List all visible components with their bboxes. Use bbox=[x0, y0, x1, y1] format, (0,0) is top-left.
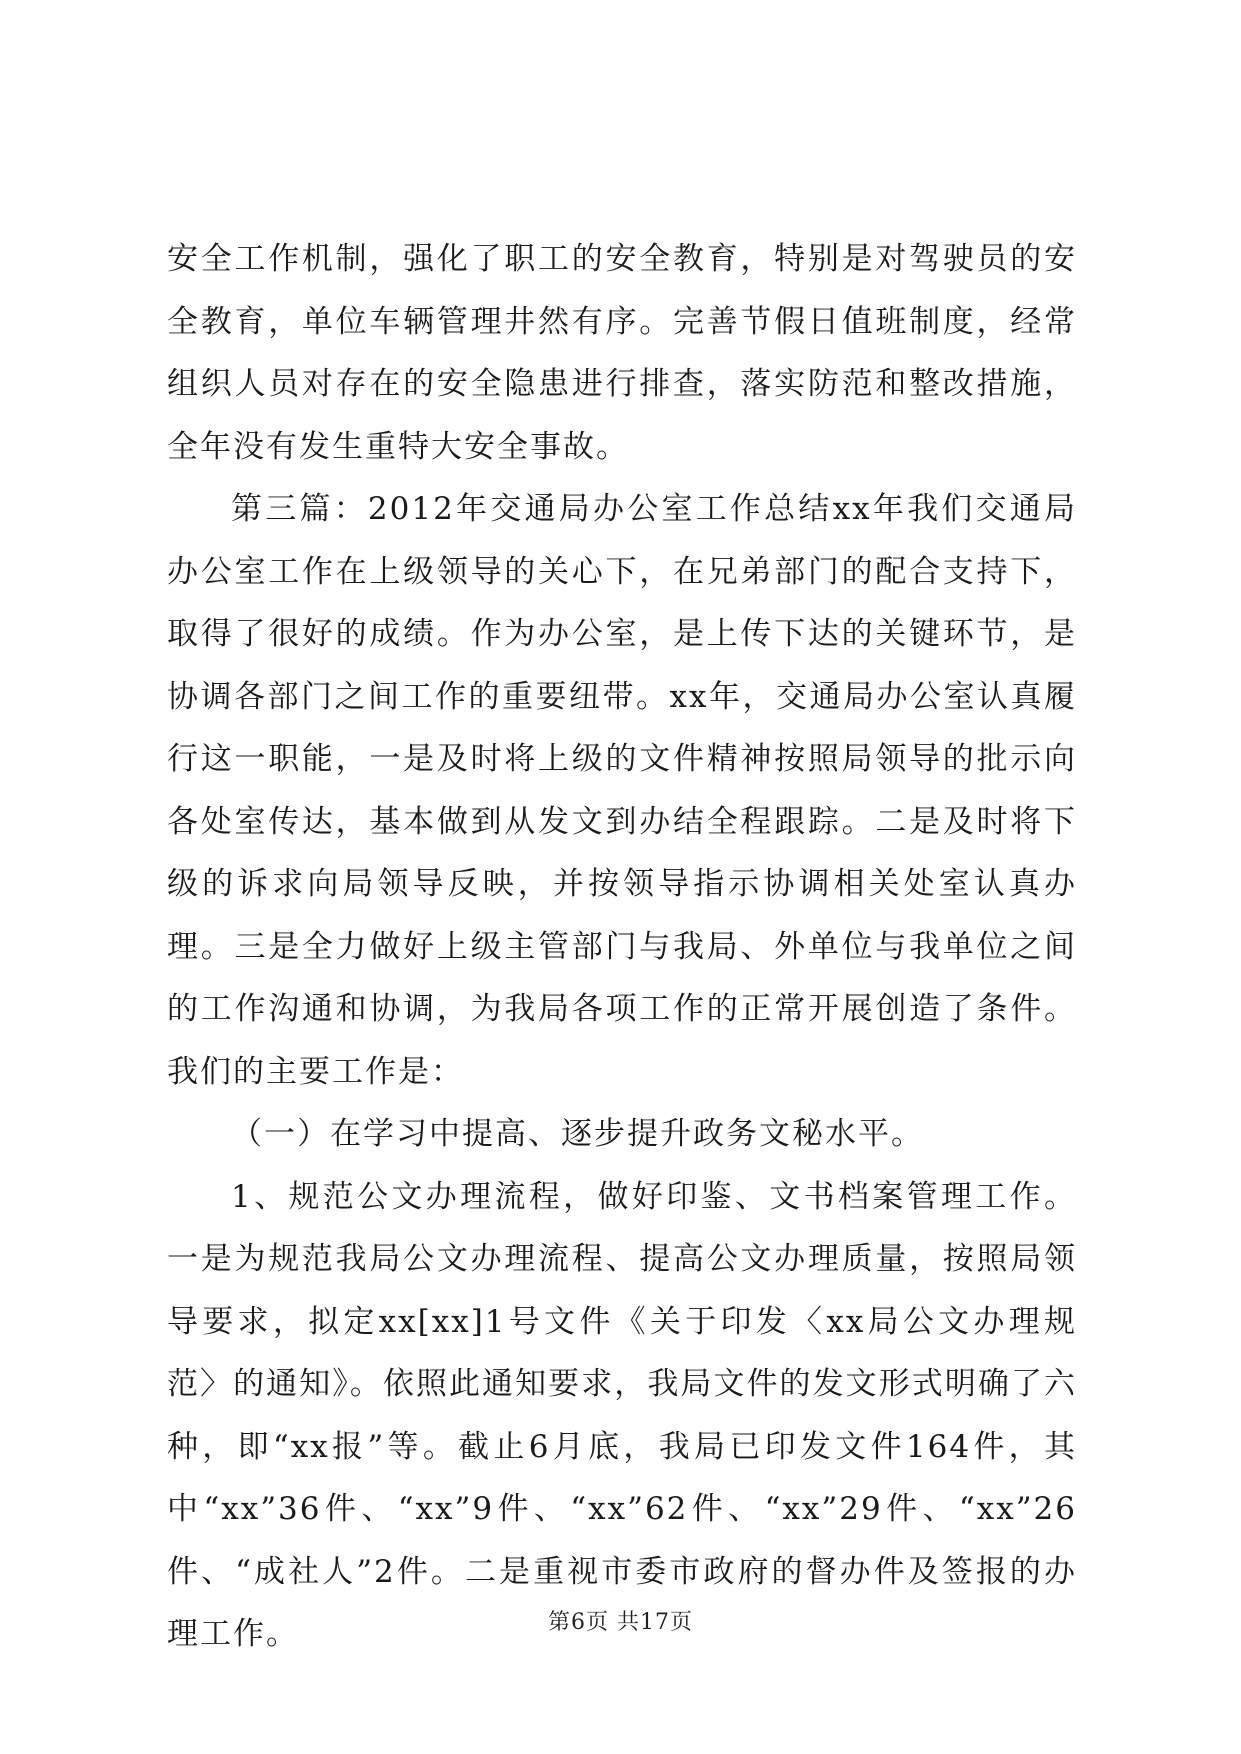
paragraph-continued: 安全工作机制，强化了职工的安全教育，特别是对驾驶员的安全教育，单位车辆管理井然有序。完善节假日值班制度，经常组织人员对存在的安全隐患进行排查，落实防范和整改措施，全年没有发生重特大安全事故。 bbox=[167, 241, 1077, 465]
document-body bbox=[167, 228, 1077, 1666]
paragraph-heading-one: （一）在学习中提高、逐步提升政务文秘水平。 bbox=[231, 1116, 924, 1152]
paragraph-section-three: 第三篇：2012年交通局办公室工作总结xx年我们交通局办公室工作在上级领导的关心下，在兄弟部门的配合支持下，取得了很好的成绩。作为办公室，是上传下达的关键环节，是协调各部门之间工作的重要纽带。xx年，交通局办公室认真履行这一职能，一是及时将上级的文件精神按照局领导的批示向各处室传达，基本做到从发文到办结全程跟踪。二是及时将下级的诉求向局领导反映，并按领导指示协调相关处室认真办理。三是全力做好上级主管部门与我局、外单位与我单位之间的工作沟通和协调，为我局各项工作的正常开展创造了条件。我们的主要工作是： bbox=[167, 491, 1077, 1090]
page-number-footer: 第6页 共17页 bbox=[548, 1610, 693, 1635]
paragraph-item-one: 1、规范公文办理流程，做好印鉴、文书档案管理工作。一是为规范我局公文办理流程、提高公文办理质量，按照局领导要求，拟定xx[xx]1号文件《关于印发〈xx局公文办理规范〉的通知》。依照此通知要求，我局文件的发文形式明确了六种，即“xx报”等。截止6月底，我局已印发文件164件，其中“xx”36件、“xx”9件、“xx”62件、“xx”29件、“xx”26件、“成社人”2件。二是重视市委市政府的督办件及签报的办理工作。 bbox=[167, 1178, 1077, 1652]
